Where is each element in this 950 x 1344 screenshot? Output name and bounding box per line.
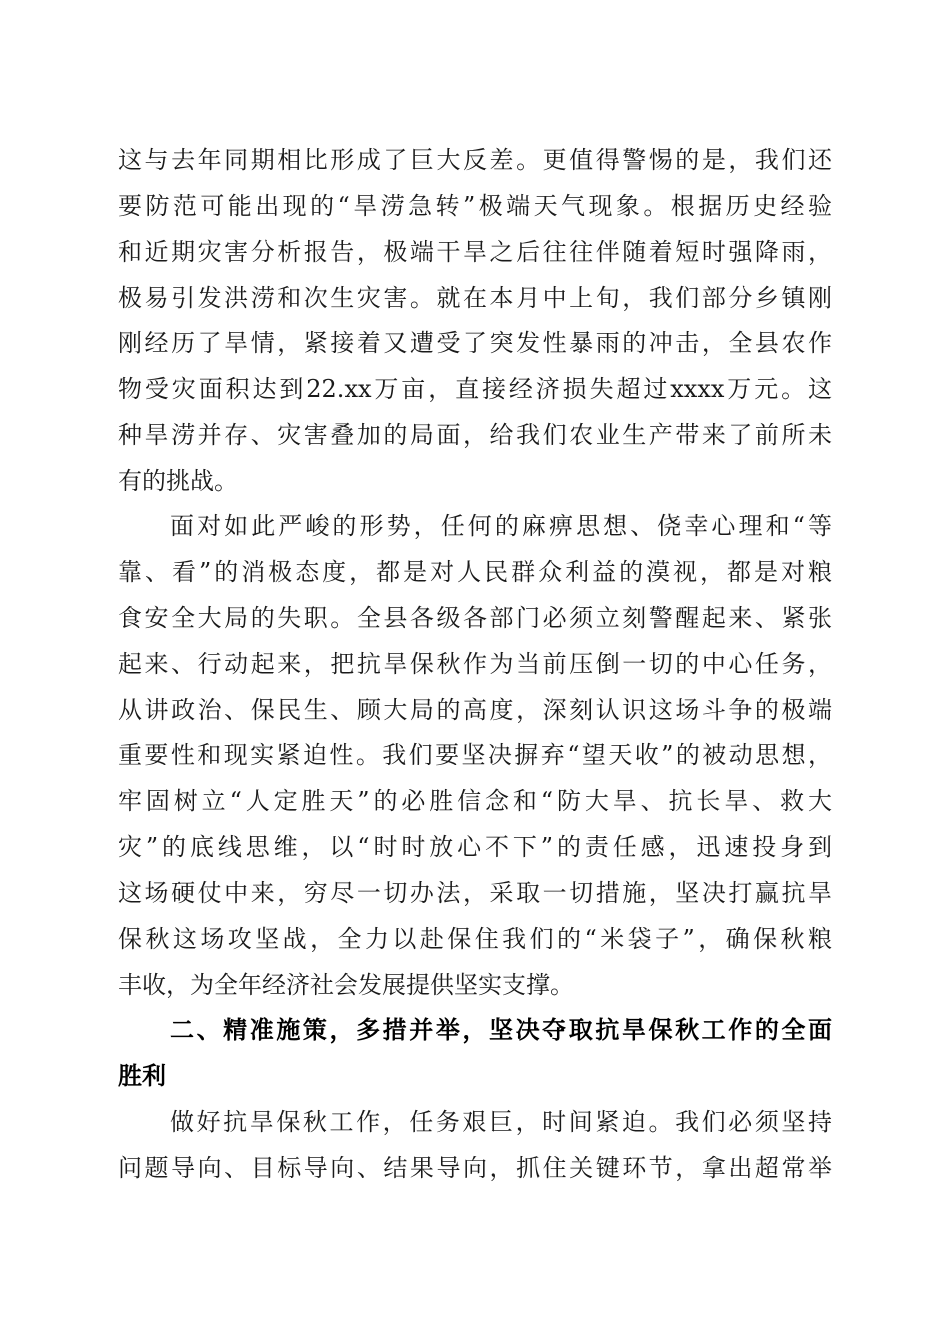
paragraph-line: 极易引发洪涝和次生灾害。就在本月中上旬，我们部分乡镇刚 (118, 284, 832, 312)
paragraph-line: 从讲政治、保民生、顾大局的高度，深刻认识这场斗争的极端 (118, 696, 832, 724)
section-heading: 胜利 (118, 1062, 166, 1090)
paragraph-line: 刚经历了旱情，紧接着又遭受了突发性暴雨的冲击，全县农作 (118, 329, 832, 357)
paragraph-line: 牢固树立“人定胜天”的必胜信念和“防大旱、抗长旱、救大 (118, 787, 832, 815)
paragraph-line: 重要性和现实紧迫性。我们要坚决摒弃“望天收”的被动思想， (118, 741, 832, 769)
paragraph-line: 丰收，为全年经济社会发展提供坚实支撑。 (118, 971, 574, 999)
paragraph-line: 有的挑战。 (118, 467, 238, 495)
paragraph-line: 保秋这场攻坚战，全力以赴保住我们的“米袋子”，确保秋粮 (118, 925, 832, 953)
paragraph-line: 和近期灾害分析报告，极端干旱之后往往伴随着短时强降雨， (118, 238, 832, 266)
paragraph-line: 起来、行动起来，把抗旱保秋作为当前压倒一切的中心任务， (118, 650, 832, 678)
paragraph-line: 要防范可能出现的“旱涝急转”极端天气现象。根据历史经验 (118, 192, 832, 220)
paragraph-line: 种旱涝并存、灾害叠加的局面，给我们农业生产带来了前所未 (118, 421, 832, 449)
paragraph-line: 这场硬仗中来，穷尽一切办法，采取一切措施，坚决打赢抗旱 (118, 879, 832, 907)
paragraph-line: 食安全大局的失职。全县各级各部门必须立刻警醒起来、紧张 (118, 604, 832, 632)
paragraph-line: 面对如此严峻的形势，任何的麻痹思想、侥幸心理和“等 (170, 512, 832, 540)
paragraph-line: 物受灾面积达到22.xx万亩，直接经济损失超过xxxx万元。这 (118, 375, 832, 403)
paragraph-line: 问题导向、目标导向、结果导向，抓住关键环节，拿出超常举 (118, 1154, 832, 1182)
paragraph-line: 做好抗旱保秋工作，任务艰巨，时间紧迫。我们必须坚持 (170, 1108, 832, 1136)
paragraph-line: 靠、看”的消极态度，都是对人民群众利益的漠视，都是对粮 (118, 558, 832, 586)
paragraph-line: 这与去年同期相比形成了巨大反差。更值得警惕的是，我们还 (118, 146, 832, 174)
section-heading: 二、精准施策，多措并举，坚决夺取抗旱保秋工作的全面 (170, 1016, 832, 1044)
paragraph-line: 灾”的底线思维，以“时时放心不下”的责任感，迅速投身到 (118, 833, 832, 861)
